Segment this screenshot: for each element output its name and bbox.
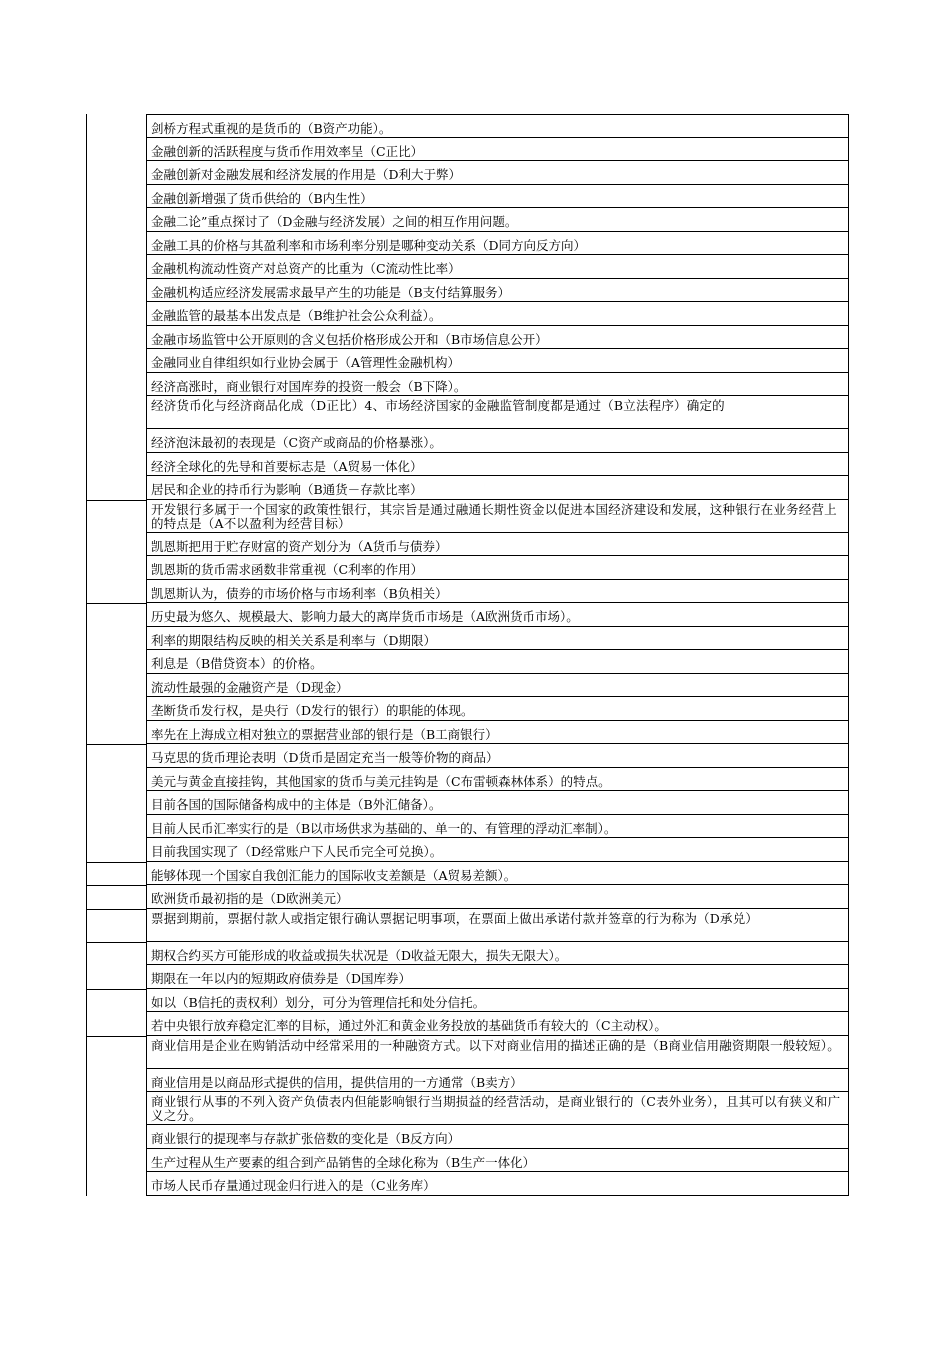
group-cell — [86, 396, 146, 429]
question-text: 生产过程从生产要素的组合到产品销售的全球化称为（B生产一体化） — [146, 1148, 849, 1173]
table-row — [86, 1012, 849, 1036]
table-row — [86, 161, 849, 185]
table-row — [86, 650, 849, 674]
group-cell — [86, 302, 146, 326]
group-cell — [86, 885, 146, 909]
group-cell — [86, 744, 146, 768]
question-sheet — [86, 114, 849, 1196]
group-cell — [86, 373, 146, 397]
table-row — [86, 909, 849, 942]
question-text: 金融监管的最基本出发点是（B维护社会公众利益）。 — [146, 301, 849, 326]
question-text: 商业银行的提现率与存款扩张倍数的变化是（B反方向） — [146, 1124, 849, 1149]
table-row — [86, 208, 849, 232]
group-cell — [86, 326, 146, 350]
group-cell — [86, 232, 146, 256]
group-cell — [86, 1172, 146, 1196]
question-text: 金融机构流动性资产对总资产的比重为（C流动性比率） — [146, 254, 849, 279]
question-text: 开发银行多属于一个国家的政策性银行，其宗旨是通过融通长期性资金以促进本国经济建设和发展，这种银行在业务经营上的特点是（A不以盈利为经营目标） — [146, 499, 849, 533]
group-cell — [86, 1149, 146, 1173]
question-text: 期权合约买方可能形成的收益或损失状况是（D收益无限大，损失无限大）。 — [146, 941, 849, 966]
group-cell — [86, 500, 146, 533]
table-row — [86, 885, 849, 909]
table-row — [86, 1069, 849, 1093]
table-row — [86, 1149, 849, 1173]
group-cell — [86, 674, 146, 698]
group-cell — [86, 697, 146, 721]
question-text: 商业信用是以商品形式提供的信用，提供信用的一方通常（B卖方） — [146, 1068, 849, 1093]
group-cell — [86, 650, 146, 674]
table-row — [86, 1036, 849, 1069]
group-cell — [86, 721, 146, 745]
question-text: 商业信用是企业在购销活动中经常采用的一种融资方式。以下对商业信用的描述正确的是（B商业信用融资期限一般较短）。 — [146, 1035, 849, 1069]
group-cell — [86, 556, 146, 580]
group-cell — [86, 989, 146, 1013]
table-row — [86, 453, 849, 477]
table-row — [86, 500, 849, 533]
table-row — [86, 476, 849, 500]
table-row — [86, 326, 849, 350]
group-cell — [86, 476, 146, 500]
table-row — [86, 580, 849, 604]
question-text: 利率的期限结构反映的相关关系是利率与（D期限） — [146, 626, 849, 651]
table-row — [86, 862, 849, 886]
group-cell — [86, 1036, 146, 1069]
question-text: 垄断货币发行权，是央行（D发行的银行）的职能的体现。 — [146, 696, 849, 721]
group-cell — [86, 185, 146, 209]
table-row — [86, 791, 849, 815]
group-cell — [86, 815, 146, 839]
question-text: 欧洲货币最初指的是（D欧洲美元） — [146, 884, 849, 909]
question-text: 目前人民币汇率实行的是（B以市场供求为基础的、单一的、有管理的浮动汇率制）。 — [146, 814, 849, 839]
question-text: 金融市场监管中公开原则的含义包括价格形成公开和（B市场信息公开） — [146, 325, 849, 350]
question-text: 期限在一年以内的短期政府债券是（D国库券） — [146, 964, 849, 989]
question-text: 凯恩斯认为，债券的市场价格与市场利率（B负相关） — [146, 579, 849, 604]
table-row — [86, 965, 849, 989]
group-cell — [86, 942, 146, 966]
table-row — [86, 989, 849, 1013]
table-row — [86, 744, 849, 768]
question-text: 如以（B信托的责权利）划分，可分为管理信托和处分信托。 — [146, 988, 849, 1013]
group-cell — [86, 1069, 146, 1093]
question-text: 流动性最强的金融资产是（D现金） — [146, 673, 849, 698]
table-row — [86, 768, 849, 792]
group-cell — [86, 255, 146, 279]
table-row — [86, 556, 849, 580]
table-row — [86, 279, 849, 303]
table-row — [86, 232, 849, 256]
table-row — [86, 373, 849, 397]
question-text: 利息是（B借贷资本）的价格。 — [146, 649, 849, 674]
table-row — [86, 396, 849, 429]
question-text: 剑桥方程式重视的是货币的（B资产功能）。 — [146, 114, 849, 138]
table-row — [86, 302, 849, 326]
question-text: 市场人民币存量通过现金归行进入的是（C业务库） — [146, 1171, 849, 1196]
question-text: 历史最为悠久、规模最大、影响力最大的离岸货币市场是（A欧洲货币市场）。 — [146, 602, 849, 627]
group-cell — [86, 603, 146, 627]
table-row — [86, 815, 849, 839]
table-row — [86, 721, 849, 745]
question-text: 金融二论”重点探讨了（D金融与经济发展）之间的相互作用问题。 — [146, 207, 849, 232]
table-row — [86, 429, 849, 453]
group-cell — [86, 279, 146, 303]
question-text: 票据到期前，票据付款人或指定银行确认票据记明事项，在票面上做出承诺付款并签章的行为称为（D承兑） — [146, 908, 849, 942]
group-cell — [86, 429, 146, 453]
group-cell — [86, 909, 146, 942]
table-row — [86, 185, 849, 209]
group-cell — [86, 161, 146, 185]
question-text: 金融同业自律组织如行业协会属于（A管理性金融机构） — [146, 348, 849, 373]
table-row — [86, 349, 849, 373]
group-cell — [86, 1125, 146, 1149]
group-cell — [86, 208, 146, 232]
question-text: 居民和企业的持币行为影响（B通货－存款比率） — [146, 475, 849, 500]
table-row — [86, 942, 849, 966]
table-row — [86, 674, 849, 698]
table-row — [86, 1092, 849, 1125]
group-cell — [86, 838, 146, 862]
question-text: 马克思的货币理论表明（D货币是固定充当一般等价物的商品） — [146, 743, 849, 768]
table-row — [86, 627, 849, 651]
question-text: 经济高涨时，商业银行对国库券的投资一般会（B下降）。 — [146, 372, 849, 397]
table-row — [86, 138, 849, 162]
question-text: 金融创新的活跃程度与货币作用效率呈（C正比） — [146, 137, 849, 162]
table-row — [86, 603, 849, 627]
question-text: 率先在上海成立相对独立的票据营业部的银行是（B工商银行） — [146, 720, 849, 745]
table-row — [86, 838, 849, 862]
group-cell — [86, 965, 146, 989]
group-cell — [86, 114, 146, 138]
question-text: 金融工具的价格与其盈利率和市场利率分别是哪种变动关系（D同方向反方向） — [146, 231, 849, 256]
question-text: 若中央银行放弃稳定汇率的目标，通过外汇和黄金业务投放的基础货币有较大的（C主动权）。 — [146, 1011, 849, 1036]
question-text: 金融创新增强了货币供给的（B内生性） — [146, 184, 849, 209]
question-text: 商业银行从事的不列入资产负债表内但能影响银行当期损益的经营活动，是商业银行的（C表外业务），且其可以有狭义和广义之分。 — [146, 1091, 849, 1125]
question-text: 金融创新对金融发展和经济发展的作用是（D利大于弊） — [146, 160, 849, 185]
group-cell — [86, 862, 146, 886]
question-text: 凯恩斯把用于贮存财富的资产划分为（A货币与债券） — [146, 532, 849, 557]
group-cell — [86, 453, 146, 477]
table-row — [86, 533, 849, 557]
group-cell — [86, 1092, 146, 1125]
question-text: 能够体现一个国家自我创汇能力的国际收支差额是（A贸易差额）。 — [146, 861, 849, 886]
group-cell — [86, 138, 146, 162]
question-text: 金融机构适应经济发展需求最早产生的功能是（B支付结算服务） — [146, 278, 849, 303]
table-row — [86, 697, 849, 721]
group-cell — [86, 533, 146, 557]
question-text: 目前各国的国际储备构成中的主体是（B外汇储备）。 — [146, 790, 849, 815]
group-cell — [86, 349, 146, 373]
table-row — [86, 255, 849, 279]
table-row — [86, 1172, 849, 1196]
question-text: 经济货币化与经济商品化成（D正比）4、市场经济国家的金融监管制度都是通过（B立法程序）确定的 — [146, 395, 849, 429]
question-text: 目前我国实现了（D经常账户下人民币完全可兑换）。 — [146, 837, 849, 862]
group-cell — [86, 627, 146, 651]
question-text: 美元与黄金直接挂钩，其他国家的货币与美元挂钩是（C布雷顿森林体系）的特点。 — [146, 767, 849, 792]
table-row — [86, 1125, 849, 1149]
question-text: 经济泡沫最初的表现是（C资产或商品的价格暴涨）。 — [146, 428, 849, 453]
group-cell — [86, 580, 146, 604]
group-cell — [86, 791, 146, 815]
group-cell — [86, 768, 146, 792]
table-row — [86, 114, 849, 138]
group-cell — [86, 1012, 146, 1036]
question-text: 经济全球化的先导和首要标志是（A贸易一体化） — [146, 452, 849, 477]
question-text: 凯恩斯的货币需求函数非常重视（C利率的作用） — [146, 555, 849, 580]
